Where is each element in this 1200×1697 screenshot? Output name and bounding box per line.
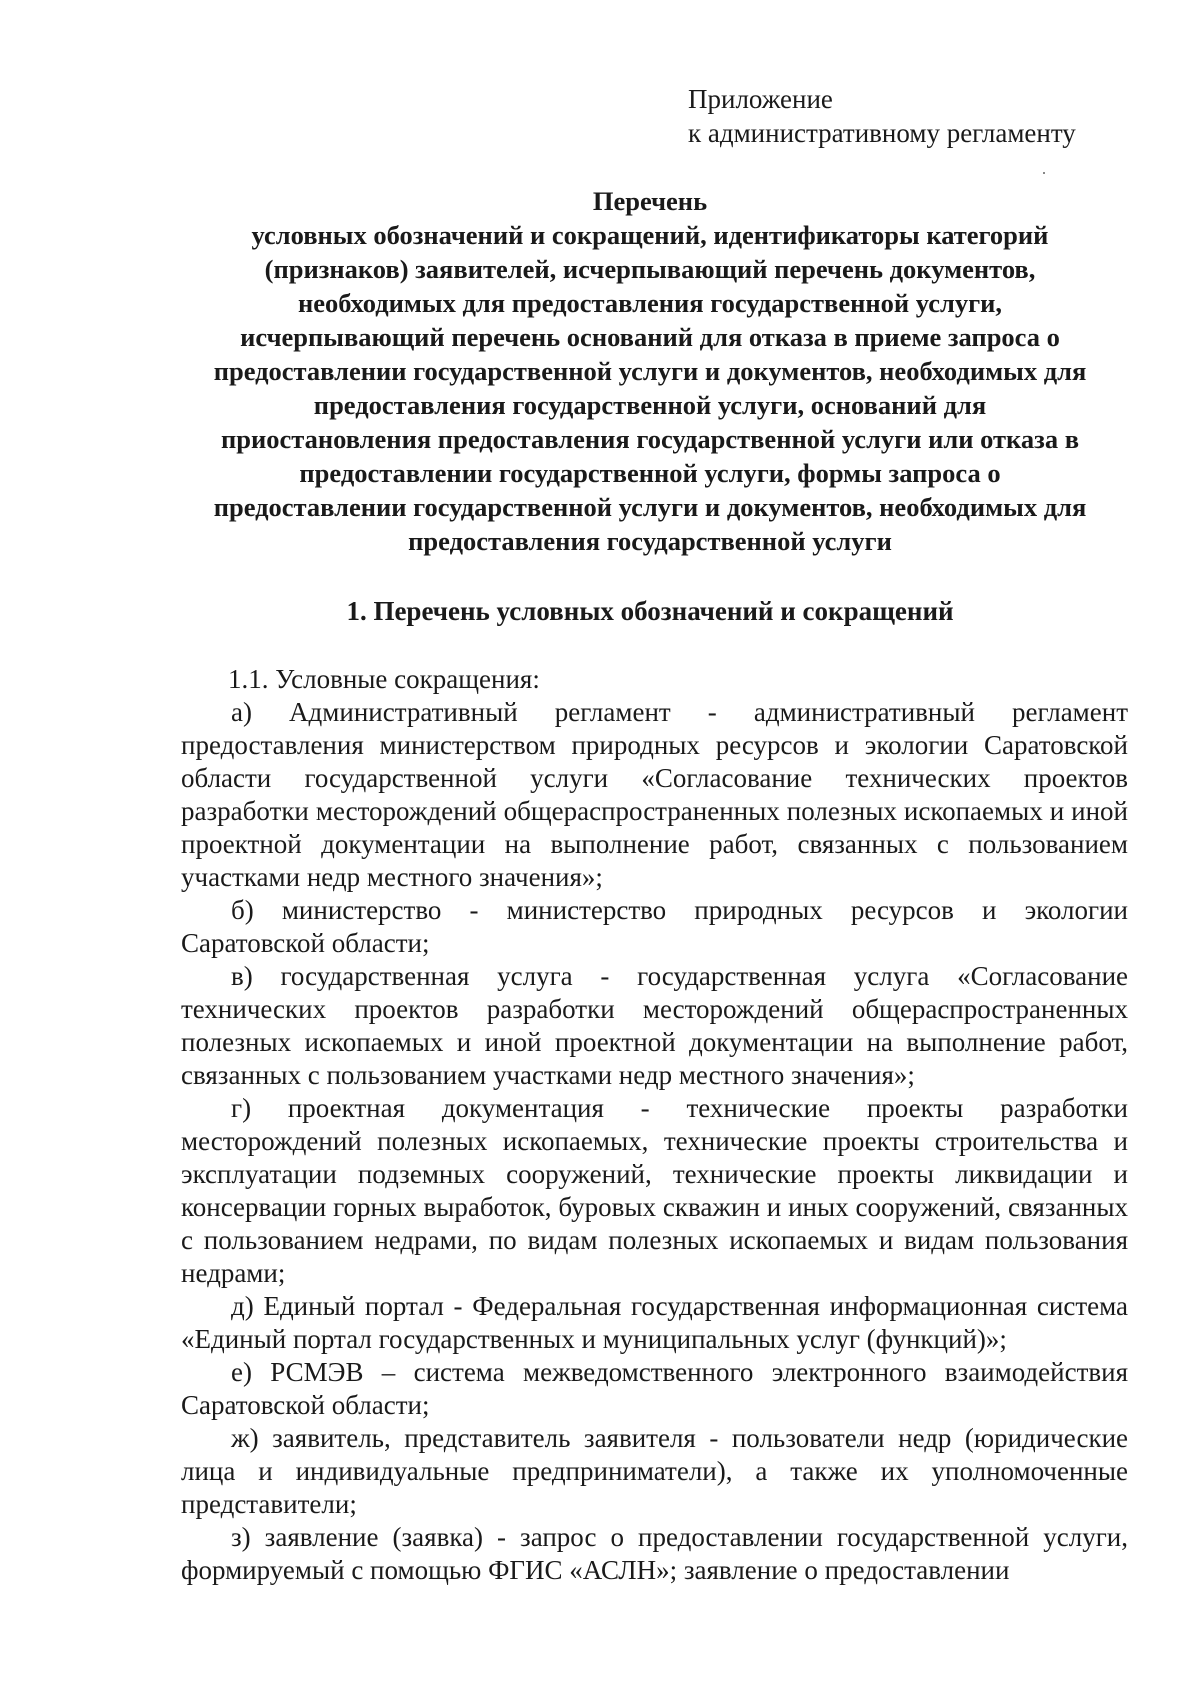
appendix-header (688, 82, 1076, 150)
title-line: предоставлении государственной услуги и документов, необходимых для (213, 492, 1087, 522)
title-line: необходимых для предоставления государственной услуги, (297, 288, 1003, 318)
paragraph-item-g: г) проектная документация - технические проекты разработки месторождений полезных ископаемых, технические проекты строительства и эксплуатации подземных сооружений, технические проекты ликвидации и консервации горных выработок, буровых скважин и иных сооружений, связанных с пользованием недрами, по видам полезных ископаемых и видам пользования недрами; (181, 1093, 1128, 1288)
section-body (181, 663, 1128, 1587)
title-line: Перечень (592, 186, 708, 216)
title-line: предоставления государственной услуги, оснований для (313, 390, 987, 420)
paragraph-subsection: 1.1. Условные сокращения: (228, 664, 540, 694)
title-line: условных обозначений и сокращений, идентификаторы категорий (251, 220, 1049, 250)
title-line: предоставления государственной услуги (408, 526, 892, 556)
paragraph-item-a: а) Административный регламент - административный регламент предоставления министерством природных ресурсов и экологии Саратовской области государственной услуги «Согласование технических проектов разработки месторождений общераспространенных полезных ископаемых и иной проектной документации на выполнение работ, связанных с пользованием участками недр местного значения»; (181, 697, 1128, 892)
paragraph-item-z: з) заявление (заявка) - запрос о предоставлении государственной услуги, формируемый с помощью ФГИС «АСЛН»; заявление о предоставлении (181, 1522, 1128, 1585)
document-title (170, 184, 1130, 558)
appendix-line-1: Приложение (688, 84, 833, 114)
section-heading: 1. Перечень условных обозначений и сокращений (346, 596, 954, 626)
paragraph-item-zh: ж) заявитель, представитель заявителя - пользователи недр (юридические лица и индивидуальные предприниматели), а также их уполномоченные представители; (181, 1423, 1128, 1519)
scan-speck (1043, 172, 1045, 174)
paragraph-item-d: д) Единый портал - Федеральная государственная информационная система «Единый портал государственных и муниципальных услуг (функций)»; (181, 1291, 1128, 1354)
title-line: исчерпывающий перечень оснований для отказа в приеме запроса о (240, 322, 1060, 352)
appendix-line-2: к административному регламенту (688, 118, 1076, 148)
title-line: (признаков) заявителей, исчерпывающий перечень документов, (264, 254, 1036, 284)
paragraph-item-b: б) министерство - министерство природных ресурсов и экологии Саратовской области; (181, 895, 1128, 958)
paragraph-item-e: е) РСМЭВ – система межведомственного электронного взаимодействия Саратовской области; (181, 1357, 1128, 1420)
title-line: предоставлении государственной услуги и документов, необходимых для (213, 356, 1087, 386)
title-line: предоставлении государственной услуги, формы запроса о (299, 458, 1001, 488)
paragraph-item-v: в) государственная услуга - государственная услуга «Согласование технических проектов разработки месторождений общераспространенных полезных ископаемых и иной проектной документации на выполнение работ, связанных с пользованием участками недр местного значения»; (181, 961, 1128, 1090)
title-line: приостановления предоставления государственной услуги или отказа в (220, 424, 1080, 454)
